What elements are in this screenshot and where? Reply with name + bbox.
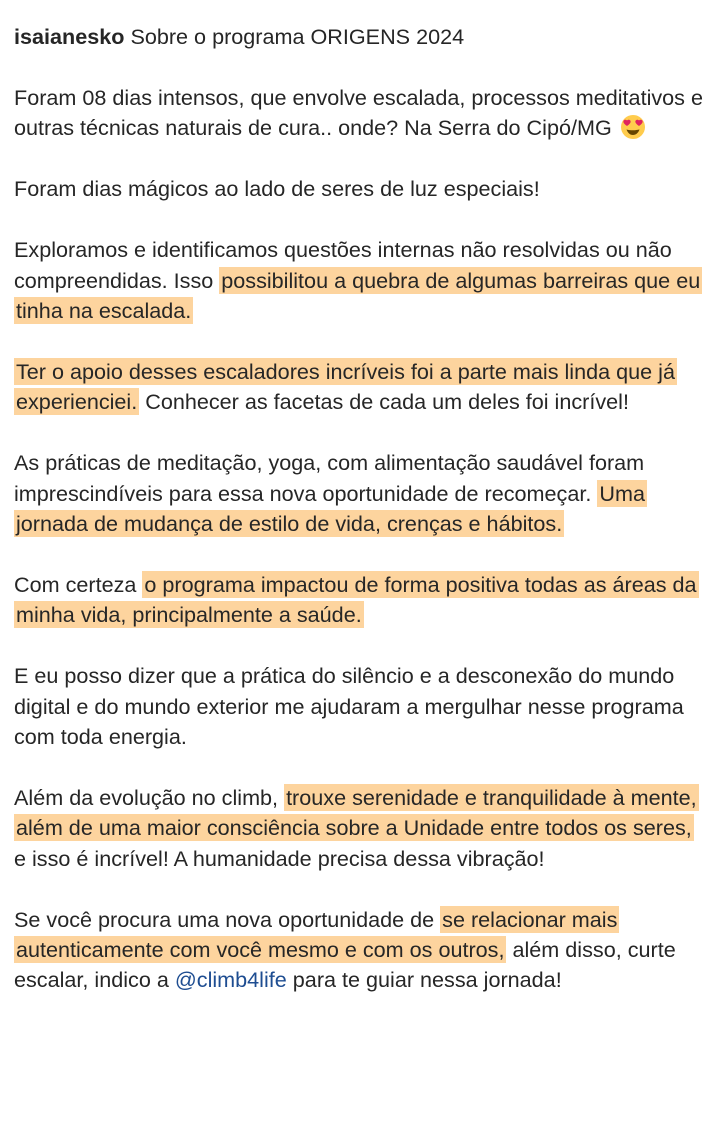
caption-paragraph-5 [14, 448, 704, 539]
caption-paragraph-6 [14, 570, 704, 631]
paragraph-6-text: Com certeza [14, 571, 143, 597]
highlighted-text: trouxe serenidade e tranquilidade à mente, além de uma maior consciência sobre a Unidade entre todos os seres, [16, 784, 697, 841]
paragraph-8-text: Além da evolução no climb, [14, 784, 285, 810]
caption-header [14, 22, 704, 52]
caption-paragraph-9 [14, 905, 704, 996]
paragraph-5-text: As práticas de meditação, yoga, com alimentação saudável foram imprescindíveis para essa nova oportunidade de recomeçar. [14, 450, 645, 506]
caption-paragraph-2: Foram dias mágicos ao lado de seres de luz especiais! [14, 176, 540, 202]
highlighted-text: possibilitou a quebra de algumas barreiras que eu tinha na escalada. [16, 267, 701, 323]
caption-paragraph-7: E eu posso dizer que a prática do silêncio e a desconexão do mundo digital e do mundo exterior me ajudaram a mergulhar nesse programa com toda energia. [14, 663, 684, 749]
heart-eyes-emoji-icon [620, 114, 646, 140]
highlighted-text: Ter o apoio desses escaladores incríveis foi a parte mais linda que já experienciei. [16, 358, 675, 415]
username-link[interactable]: isaianesko [14, 24, 125, 49]
paragraph-3-text: Exploramos e identificamos questões internas não resolvidas ou não compreendidas. Isso [14, 237, 672, 293]
caption-paragraph-1 [14, 83, 704, 144]
caption-paragraph-3 [14, 235, 704, 326]
paragraph-1-text: Foram 08 dias intensos, que envolve escalada, processos meditativos e outras técnicas naturais de cura.. onde? Na Serra do Cipó/MG [14, 84, 703, 141]
caption-title: Sobre o programa ORIGENS 2024 [130, 24, 465, 49]
mention-link[interactable]: @climb4life [174, 967, 287, 993]
caption-paragraph-8 [14, 783, 704, 874]
caption-paragraph-4 [14, 357, 704, 418]
highlighted-text: o programa impactou de forma positiva todas as áreas da minha vida, principalmente a saúde. [16, 571, 697, 628]
highlighted-text: Uma jornada de mudança de estilo de vida, crenças e hábitos. [16, 480, 645, 536]
paragraph-9-text-end: para te guiar nessa jornada! [286, 967, 562, 993]
paragraph-9-text-middle: além disso, curte escalar, indico a [14, 937, 676, 993]
paragraph-9-text: Se você procura uma nova oportunidade de [14, 906, 441, 932]
highlighted-text: se relacionar mais autenticamente com você mesmo e com os outros, [16, 906, 618, 963]
paragraph-8-text-end: e isso é incrível! A humanidade precisa dessa vibração! [14, 845, 545, 871]
paragraph-4-text: Conhecer as facetas de cada um deles foi incrível! [139, 389, 629, 415]
